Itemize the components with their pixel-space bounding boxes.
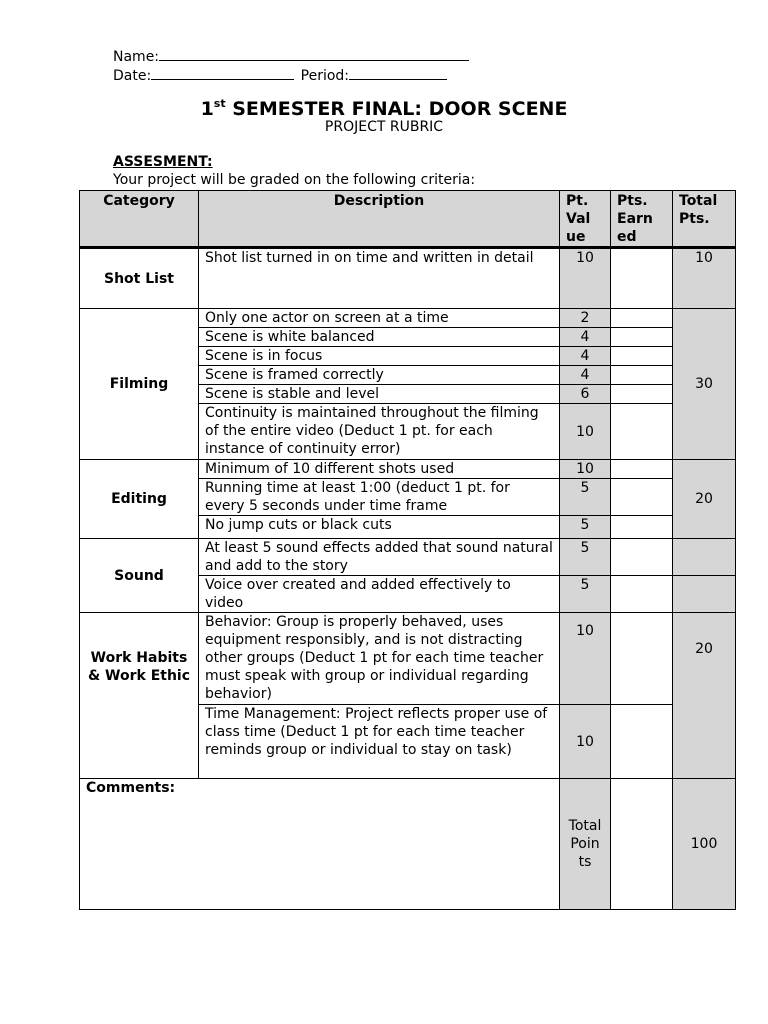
- criterion-description: At least 5 sound effects added that sound natural and add to the story: [199, 539, 560, 576]
- pts-earned-cell[interactable]: [611, 404, 673, 460]
- title-ordinal-suffix: st: [213, 97, 226, 110]
- name-label: Name:: [113, 49, 160, 65]
- pts-earned-cell[interactable]: [611, 385, 673, 404]
- criterion-description: Minimum of 10 different shots used: [199, 460, 560, 479]
- criterion-description: Continuity is maintained throughout the filming of the entire video (Deduct 1 pt. for each instance of continuity error): [199, 404, 560, 460]
- criterion-description: Scene is framed correctly: [199, 366, 560, 385]
- page-title: [0, 92, 768, 121]
- pt-value: 2: [560, 309, 611, 328]
- pts-earned-cell[interactable]: [611, 479, 673, 516]
- table-row: [80, 248, 736, 309]
- total-points-value: 100: [673, 779, 736, 910]
- pts-earned-cell[interactable]: [611, 248, 673, 309]
- section-total: 30: [673, 309, 736, 460]
- pts-earned-cell[interactable]: [611, 309, 673, 328]
- section-total-blank: [673, 539, 736, 576]
- pt-value: 10: [560, 404, 611, 460]
- category-sound: Sound: [80, 539, 199, 613]
- total-earned-cell[interactable]: [611, 779, 673, 910]
- date-label: Date:: [113, 68, 152, 84]
- pts-earned-cell[interactable]: [611, 613, 673, 705]
- criterion-description: Voice over created and added effectively to video: [199, 576, 560, 613]
- section-total-blank: [673, 576, 736, 613]
- comments-label: Comments:: [86, 780, 176, 796]
- pts-earned-cell[interactable]: [611, 516, 673, 539]
- section-total: 20: [673, 460, 736, 539]
- criterion-description: Scene is white balanced: [199, 328, 560, 347]
- col-header-description: Description: [199, 191, 560, 248]
- category-work-habits: Work Habits & Work Ethic: [80, 613, 199, 779]
- pts-earned-cell[interactable]: [611, 328, 673, 347]
- col-header-category: Category: [80, 191, 199, 248]
- pt-value: 5: [560, 479, 611, 516]
- criterion-description: Shot list turned in on time and written in detail: [199, 248, 560, 309]
- header-row: [80, 191, 736, 248]
- pt-value: 4: [560, 366, 611, 385]
- pt-value: 4: [560, 347, 611, 366]
- criterion-description: Behavior: Group is properly behaved, uses equipment responsibly, and is not distracting other groups (Deduct 1 pt for each time teacher must speak with group or individual regarding behavior): [199, 613, 560, 705]
- table-row: [80, 460, 736, 479]
- page-subtitle: PROJECT RUBRIC: [324, 119, 444, 135]
- pts-earned-cell[interactable]: [611, 366, 673, 385]
- rubric-table: [79, 190, 736, 910]
- criterion-description: Scene is in focus: [199, 347, 560, 366]
- col-header-total: Total Pts.: [673, 191, 736, 248]
- comments-box[interactable]: [80, 779, 560, 910]
- category-editing: Editing: [80, 460, 199, 539]
- title-text: SEMESTER FINAL: DOOR SCENE: [225, 98, 568, 120]
- section-total: 10: [673, 248, 736, 309]
- name-field[interactable]: [113, 46, 469, 66]
- category-filming: Filming: [80, 309, 199, 460]
- date-period-row: [113, 65, 447, 85]
- criterion-description: Time Management: Project reflects proper use of class time (Deduct 1 pt for each time teacher reminds group or individual to stay on task): [199, 705, 560, 779]
- pt-value: 6: [560, 385, 611, 404]
- criterion-description: No jump cuts or black cuts: [199, 516, 560, 539]
- criterion-description: Scene is stable and level: [199, 385, 560, 404]
- table-row: [80, 613, 736, 705]
- assessment-heading: ASSESMENT:: [113, 154, 213, 170]
- period-blank-line[interactable]: [349, 65, 447, 80]
- pts-earned-cell[interactable]: [611, 347, 673, 366]
- pts-earned-cell[interactable]: [611, 460, 673, 479]
- name-blank-line[interactable]: [159, 46, 469, 61]
- comments-row: [80, 779, 736, 910]
- pt-value: 10: [560, 613, 611, 705]
- table-row: [80, 309, 736, 328]
- pt-value: 5: [560, 576, 611, 613]
- pts-earned-cell[interactable]: [611, 576, 673, 613]
- title-ordinal-number: 1: [200, 98, 214, 120]
- pt-value: 5: [560, 516, 611, 539]
- pt-value: 10: [560, 248, 611, 309]
- pt-value: 10: [560, 705, 611, 779]
- pt-value: 10: [560, 460, 611, 479]
- criterion-description: Running time at least 1:00 (deduct 1 pt. for every 5 seconds under time frame: [199, 479, 560, 516]
- pts-earned-cell[interactable]: [611, 539, 673, 576]
- section-total: 20: [673, 613, 736, 779]
- pts-earned-cell[interactable]: [611, 705, 673, 779]
- col-header-pt-value: Pt. Val ue: [560, 191, 611, 248]
- date-blank-line[interactable]: [151, 65, 294, 80]
- total-points-label: Total Poin ts: [560, 779, 611, 910]
- assessment-intro: Your project will be graded on the following criteria:: [113, 172, 476, 188]
- table-row: [80, 539, 736, 576]
- criterion-description: Only one actor on screen at a time: [199, 309, 560, 328]
- category-shot-list: Shot List: [80, 248, 199, 309]
- col-header-pts-earned: Pts. Earn ed: [611, 191, 673, 248]
- pt-value: 5: [560, 539, 611, 576]
- period-label: Period:: [300, 68, 350, 84]
- pt-value: 4: [560, 328, 611, 347]
